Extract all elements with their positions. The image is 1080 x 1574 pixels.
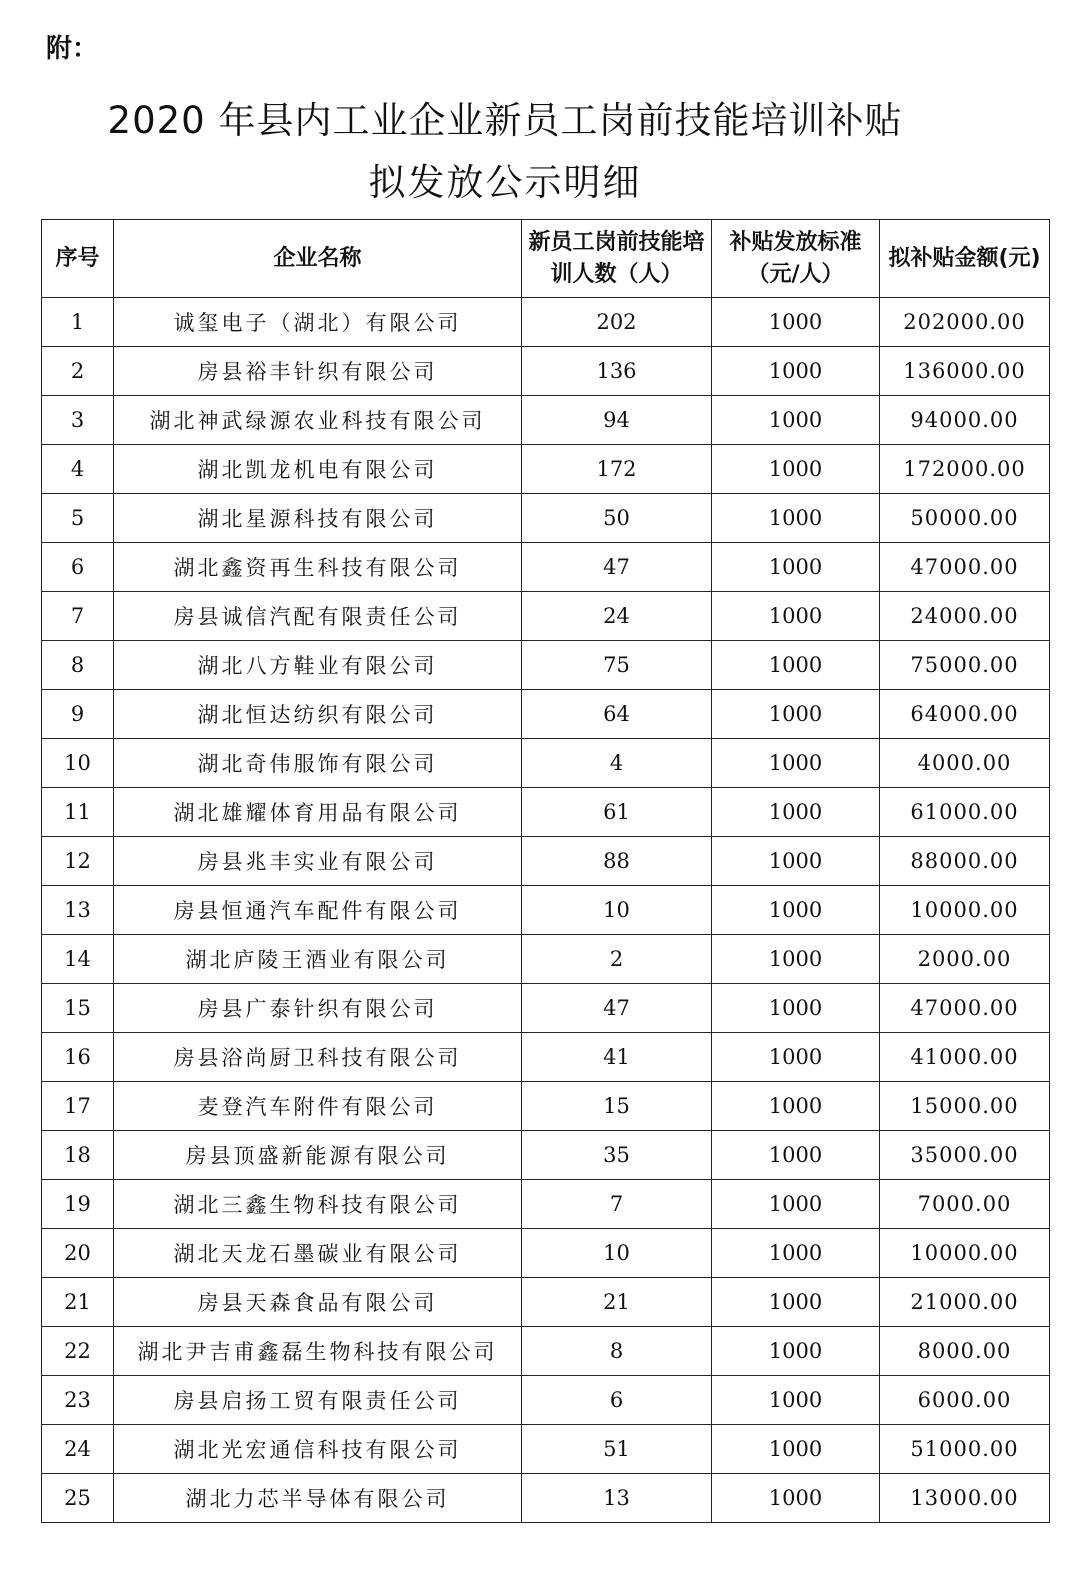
cell-company: 房县诚信汽配有限责任公司 bbox=[114, 592, 522, 641]
cell-seq: 12 bbox=[42, 837, 114, 886]
cell-standard: 1000 bbox=[712, 1278, 880, 1327]
table-row bbox=[42, 1376, 1050, 1425]
cell-standard: 1000 bbox=[712, 886, 880, 935]
cell-seq: 25 bbox=[42, 1474, 114, 1523]
cell-amount: 8000.00 bbox=[880, 1327, 1050, 1376]
cell-standard: 1000 bbox=[712, 1327, 880, 1376]
table-row bbox=[42, 1425, 1050, 1474]
table-row bbox=[42, 1131, 1050, 1180]
cell-trainees: 88 bbox=[522, 837, 712, 886]
cell-company: 房县兆丰实业有限公司 bbox=[114, 837, 522, 886]
table-row bbox=[42, 1180, 1050, 1229]
column-header-standard: 补贴发放标准（元/人） bbox=[712, 220, 880, 298]
table-row bbox=[42, 1474, 1050, 1523]
cell-company: 诚玺电子（湖北）有限公司 bbox=[114, 298, 522, 347]
cell-trainees: 2 bbox=[522, 935, 712, 984]
cell-company: 房县裕丰针织有限公司 bbox=[114, 347, 522, 396]
cell-trainees: 61 bbox=[522, 788, 712, 837]
cell-standard: 1000 bbox=[712, 788, 880, 837]
cell-amount: 10000.00 bbox=[880, 1229, 1050, 1278]
cell-seq: 1 bbox=[42, 298, 114, 347]
column-header-company: 企业名称 bbox=[114, 220, 522, 298]
cell-standard: 1000 bbox=[712, 298, 880, 347]
table-row bbox=[42, 1278, 1050, 1327]
cell-amount: 88000.00 bbox=[880, 837, 1050, 886]
cell-standard: 1000 bbox=[712, 837, 880, 886]
cell-amount: 15000.00 bbox=[880, 1082, 1050, 1131]
cell-amount: 13000.00 bbox=[880, 1474, 1050, 1523]
attachment-label: 附： bbox=[46, 34, 99, 64]
cell-company: 湖北光宏通信科技有限公司 bbox=[114, 1425, 522, 1474]
cell-company: 湖北天龙石墨碳业有限公司 bbox=[114, 1229, 522, 1278]
cell-company: 湖北恒达纺织有限公司 bbox=[114, 690, 522, 739]
cell-standard: 1000 bbox=[712, 1376, 880, 1425]
cell-seq: 23 bbox=[42, 1376, 114, 1425]
cell-seq: 16 bbox=[42, 1033, 114, 1082]
cell-standard: 1000 bbox=[712, 1082, 880, 1131]
table-row bbox=[42, 1082, 1050, 1131]
table-row bbox=[42, 298, 1050, 347]
cell-company: 房县天森食品有限公司 bbox=[114, 1278, 522, 1327]
cell-amount: 51000.00 bbox=[880, 1425, 1050, 1474]
cell-seq: 22 bbox=[42, 1327, 114, 1376]
cell-standard: 1000 bbox=[712, 543, 880, 592]
cell-amount: 64000.00 bbox=[880, 690, 1050, 739]
table-row bbox=[42, 641, 1050, 690]
cell-company: 房县广泰针织有限公司 bbox=[114, 984, 522, 1033]
subsidy-table bbox=[41, 219, 1050, 1523]
table-row bbox=[42, 1229, 1050, 1278]
cell-standard: 1000 bbox=[712, 1474, 880, 1523]
cell-trainees: 4 bbox=[522, 739, 712, 788]
cell-standard: 1000 bbox=[712, 445, 880, 494]
cell-trainees: 202 bbox=[522, 298, 712, 347]
cell-standard: 1000 bbox=[712, 935, 880, 984]
cell-amount: 94000.00 bbox=[880, 396, 1050, 445]
table-row bbox=[42, 984, 1050, 1033]
cell-trainees: 47 bbox=[522, 543, 712, 592]
cell-amount: 4000.00 bbox=[880, 739, 1050, 788]
cell-trainees: 15 bbox=[522, 1082, 712, 1131]
cell-standard: 1000 bbox=[712, 592, 880, 641]
cell-company: 湖北神武绿源农业科技有限公司 bbox=[114, 396, 522, 445]
cell-trainees: 35 bbox=[522, 1131, 712, 1180]
cell-seq: 9 bbox=[42, 690, 114, 739]
cell-trainees: 24 bbox=[522, 592, 712, 641]
cell-company: 湖北凯龙机电有限公司 bbox=[114, 445, 522, 494]
cell-company: 房县浴尚厨卫科技有限公司 bbox=[114, 1033, 522, 1082]
cell-trainees: 10 bbox=[522, 1229, 712, 1278]
cell-seq: 18 bbox=[42, 1131, 114, 1180]
document-title-line2: 拟发放公示明细 bbox=[368, 161, 642, 204]
cell-standard: 1000 bbox=[712, 1425, 880, 1474]
cell-amount: 7000.00 bbox=[880, 1180, 1050, 1229]
cell-amount: 47000.00 bbox=[880, 543, 1050, 592]
cell-trainees: 51 bbox=[522, 1425, 712, 1474]
table-row bbox=[42, 935, 1050, 984]
cell-trainees: 94 bbox=[522, 396, 712, 445]
cell-trainees: 75 bbox=[522, 641, 712, 690]
cell-seq: 19 bbox=[42, 1180, 114, 1229]
cell-company: 湖北星源科技有限公司 bbox=[114, 494, 522, 543]
cell-trainees: 41 bbox=[522, 1033, 712, 1082]
cell-standard: 1000 bbox=[712, 1180, 880, 1229]
cell-company: 房县顶盛新能源有限公司 bbox=[114, 1131, 522, 1180]
cell-amount: 61000.00 bbox=[880, 788, 1050, 837]
table-row bbox=[42, 445, 1050, 494]
cell-standard: 1000 bbox=[712, 984, 880, 1033]
cell-amount: 50000.00 bbox=[880, 494, 1050, 543]
cell-trainees: 13 bbox=[522, 1474, 712, 1523]
cell-standard: 1000 bbox=[712, 1033, 880, 1082]
table-row bbox=[42, 543, 1050, 592]
cell-amount: 35000.00 bbox=[880, 1131, 1050, 1180]
cell-amount: 2000.00 bbox=[880, 935, 1050, 984]
cell-standard: 1000 bbox=[712, 396, 880, 445]
cell-company: 麦登汽车附件有限公司 bbox=[114, 1082, 522, 1131]
cell-company: 房县启扬工贸有限责任公司 bbox=[114, 1376, 522, 1425]
cell-trainees: 172 bbox=[522, 445, 712, 494]
cell-standard: 1000 bbox=[712, 690, 880, 739]
cell-amount: 75000.00 bbox=[880, 641, 1050, 690]
cell-standard: 1000 bbox=[712, 347, 880, 396]
cell-amount: 136000.00 bbox=[880, 347, 1050, 396]
cell-seq: 20 bbox=[42, 1229, 114, 1278]
cell-seq: 6 bbox=[42, 543, 114, 592]
table-row bbox=[42, 396, 1050, 445]
cell-trainees: 8 bbox=[522, 1327, 712, 1376]
table-row bbox=[42, 837, 1050, 886]
cell-amount: 10000.00 bbox=[880, 886, 1050, 935]
cell-seq: 11 bbox=[42, 788, 114, 837]
cell-seq: 3 bbox=[42, 396, 114, 445]
cell-seq: 21 bbox=[42, 1278, 114, 1327]
cell-seq: 4 bbox=[42, 445, 114, 494]
table-row bbox=[42, 788, 1050, 837]
cell-amount: 41000.00 bbox=[880, 1033, 1050, 1082]
cell-seq: 24 bbox=[42, 1425, 114, 1474]
cell-standard: 1000 bbox=[712, 739, 880, 788]
table-row bbox=[42, 690, 1050, 739]
cell-seq: 8 bbox=[42, 641, 114, 690]
cell-amount: 24000.00 bbox=[880, 592, 1050, 641]
cell-trainees: 6 bbox=[522, 1376, 712, 1425]
cell-company: 湖北庐陵王酒业有限公司 bbox=[114, 935, 522, 984]
cell-standard: 1000 bbox=[712, 641, 880, 690]
table-row bbox=[42, 1327, 1050, 1376]
table-row bbox=[42, 494, 1050, 543]
cell-trainees: 50 bbox=[522, 494, 712, 543]
cell-seq: 7 bbox=[42, 592, 114, 641]
cell-company: 湖北奇伟服饰有限公司 bbox=[114, 739, 522, 788]
cell-seq: 2 bbox=[42, 347, 114, 396]
cell-trainees: 64 bbox=[522, 690, 712, 739]
cell-amount: 21000.00 bbox=[880, 1278, 1050, 1327]
cell-seq: 15 bbox=[42, 984, 114, 1033]
cell-company: 湖北鑫资再生科技有限公司 bbox=[114, 543, 522, 592]
cell-seq: 5 bbox=[42, 494, 114, 543]
column-header-trainees: 新员工岗前技能培训人数（人） bbox=[522, 220, 712, 298]
cell-company: 湖北八方鞋业有限公司 bbox=[114, 641, 522, 690]
column-header-amount: 拟补贴金额(元) bbox=[880, 220, 1050, 298]
cell-seq: 10 bbox=[42, 739, 114, 788]
table-row bbox=[42, 886, 1050, 935]
cell-company: 湖北三鑫生物科技有限公司 bbox=[114, 1180, 522, 1229]
cell-company: 湖北雄耀体育用品有限公司 bbox=[114, 788, 522, 837]
table-row bbox=[42, 347, 1050, 396]
cell-seq: 14 bbox=[42, 935, 114, 984]
cell-amount: 6000.00 bbox=[880, 1376, 1050, 1425]
cell-company: 湖北力芯半导体有限公司 bbox=[114, 1474, 522, 1523]
table-row bbox=[42, 739, 1050, 788]
cell-trainees: 47 bbox=[522, 984, 712, 1033]
cell-trainees: 136 bbox=[522, 347, 712, 396]
cell-amount: 202000.00 bbox=[880, 298, 1050, 347]
table-body bbox=[42, 298, 1050, 1523]
cell-seq: 17 bbox=[42, 1082, 114, 1131]
cell-standard: 1000 bbox=[712, 1131, 880, 1180]
cell-trainees: 21 bbox=[522, 1278, 712, 1327]
table-row bbox=[42, 1033, 1050, 1082]
cell-seq: 13 bbox=[42, 886, 114, 935]
cell-company: 房县恒通汽车配件有限公司 bbox=[114, 886, 522, 935]
cell-trainees: 7 bbox=[522, 1180, 712, 1229]
cell-company: 湖北尹吉甫鑫磊生物科技有限公司 bbox=[114, 1327, 522, 1376]
table-row bbox=[42, 592, 1050, 641]
cell-trainees: 10 bbox=[522, 886, 712, 935]
cell-standard: 1000 bbox=[712, 494, 880, 543]
table-header-row bbox=[42, 220, 1050, 298]
cell-amount: 172000.00 bbox=[880, 445, 1050, 494]
column-header-seq: 序号 bbox=[42, 220, 114, 298]
cell-amount: 47000.00 bbox=[880, 984, 1050, 1033]
cell-standard: 1000 bbox=[712, 1229, 880, 1278]
document-title-line1: 2020 年县内工业企业新员工岗前技能培训补贴 bbox=[107, 99, 903, 142]
